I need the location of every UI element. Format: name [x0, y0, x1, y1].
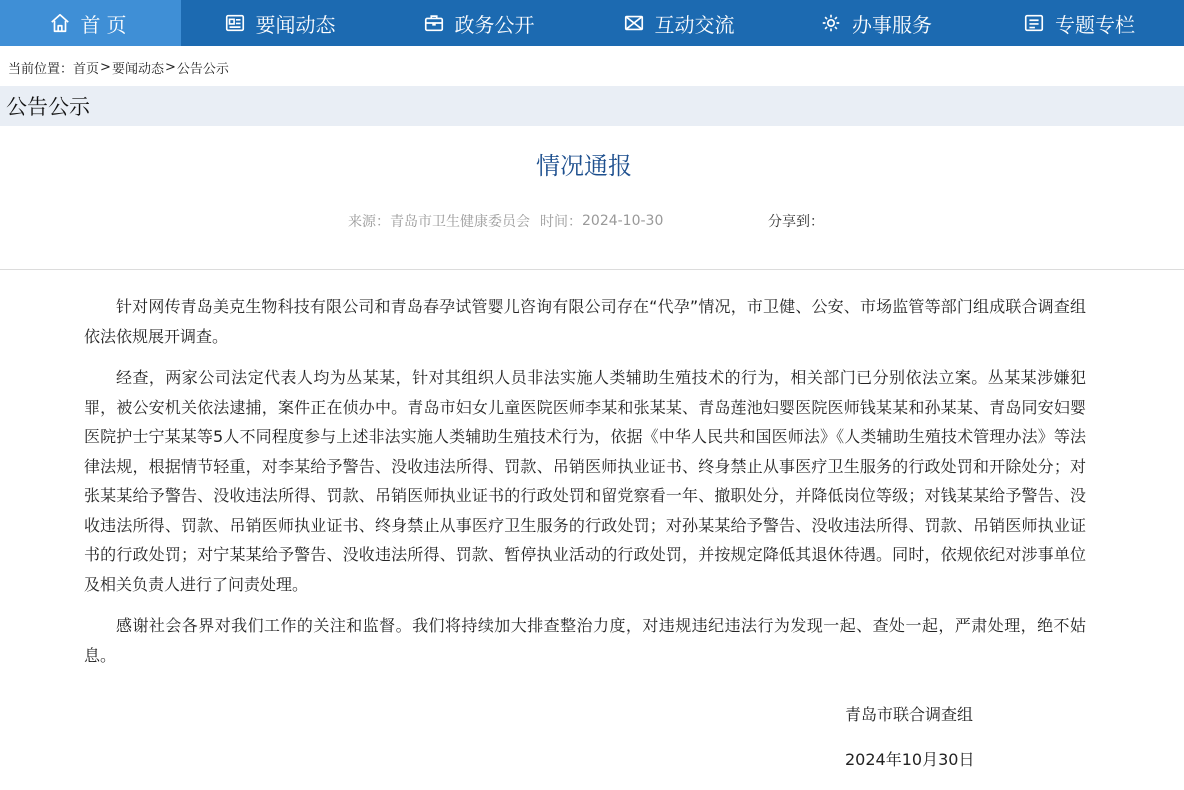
briefcase-icon: [423, 12, 445, 34]
time-value: 2024-10-30: [582, 213, 664, 229]
nav-label-interaction: 互动交流: [654, 12, 735, 37]
breadcrumb: [8, 58, 229, 76]
source-value: 青岛市卫生健康委员会: [390, 214, 530, 230]
section-title: 公告公示: [6, 95, 90, 119]
nav-item-home[interactable]: [0, 0, 181, 46]
breadcrumb-notices-link[interactable]: 公告公示: [176, 61, 229, 77]
nav-item-affairs[interactable]: [378, 0, 579, 46]
breadcrumb-prefix: 当前位置：: [8, 61, 74, 77]
signature-org: 青岛市联合调查组: [845, 705, 974, 724]
article-meta: [348, 211, 663, 231]
top-nav: [0, 0, 1184, 46]
nav-label-news: 要闻动态: [255, 12, 336, 37]
nav-item-interaction[interactable]: [579, 0, 778, 46]
nav-label-home: 首页: [80, 12, 133, 37]
nav-item-news[interactable]: [181, 0, 378, 46]
header-divider: [0, 269, 1184, 270]
section-header: [0, 86, 1184, 126]
news-icon: [224, 12, 246, 34]
breadcrumb-news-link[interactable]: 要闻动态: [111, 61, 164, 77]
source-label: 来源：: [348, 214, 390, 230]
article-body: [84, 292, 1086, 682]
nav-item-topics[interactable]: [974, 0, 1184, 46]
share-label: 分享到：: [768, 214, 824, 230]
interaction-icon: [623, 12, 645, 34]
share-bar: [768, 211, 824, 231]
article-paragraph: 针对网传青岛美克生物科技有限公司和青岛春孕试管婴儿咨询有限公司存在“代孕”情况，市卫健、公安、市场监管等部门组成联合调查组依法依规展开调查。: [84, 297, 1086, 346]
nav-label-service: 办事服务: [852, 12, 932, 37]
signature-date: 2024年10月30日: [845, 750, 975, 769]
nav-label-affairs: 政务公开: [454, 12, 535, 37]
breadcrumb-home-link[interactable]: 首页: [73, 61, 100, 77]
nav-item-service[interactable]: [778, 0, 974, 46]
nav-label-topics: 专题专栏: [1055, 12, 1135, 37]
breadcrumb-separator: >: [164, 59, 176, 75]
article-paragraph: 感谢社会各界对我们工作的关注和监督。我们将持续加大排查整治力度，对违规违纪违法行为发现一起、查处一起，严肃处理，绝不姑息。: [84, 616, 1086, 665]
service-icon: [820, 12, 842, 34]
time-label: 时间：: [540, 214, 582, 230]
home-icon: [49, 12, 71, 34]
article-title: 情况通报: [536, 152, 632, 180]
topic-icon: [1023, 12, 1045, 34]
article-paragraph: 经查，两家公司法定代表人均为丛某某，针对其组织人员非法实施人类辅助生殖技术的行为，相关部门已分别依法立案。丛某某涉嫌犯罪，被公安机关依法逮捕，案件正在侦办中。青岛市妇女儿童医院医师李某和张某某、青岛莲池妇婴医院医师钱某某和孙某某、青岛同安妇婴医院护士宁某某等5人不同程度参与上述非法实施人类辅助生殖技术行为，依据《中华人民共和国医师法》《人类辅助生殖技术管理办法》等法律法规，根据情节轻重，对李某给予警告、没收违法所得、罚款、吊销医师执业证书、终身禁止从事医疗卫生服务的行政处罚和开除处分；对张某某给予警告、没收违法所得、罚款、吊销医师执业证书的行政处罚和留党察看一年、撤职处分，并降低岗位等级；对钱某某给予警告、没收违法所得、罚款、吊销医师执业证书、终身禁止从事医疗卫生服务的行政处罚；对孙某某给予警告、没收违法所得、罚款、吊销医师执业证书的行政处罚；对宁某某给予警告、没收违法所得、罚款、暂停执业活动的行政处罚，并按规定降低其退休待遇。同时，依规依纪对涉事单位及相关负责人进行了问责处理。: [84, 368, 1086, 594]
breadcrumb-separator: >: [100, 59, 111, 75]
